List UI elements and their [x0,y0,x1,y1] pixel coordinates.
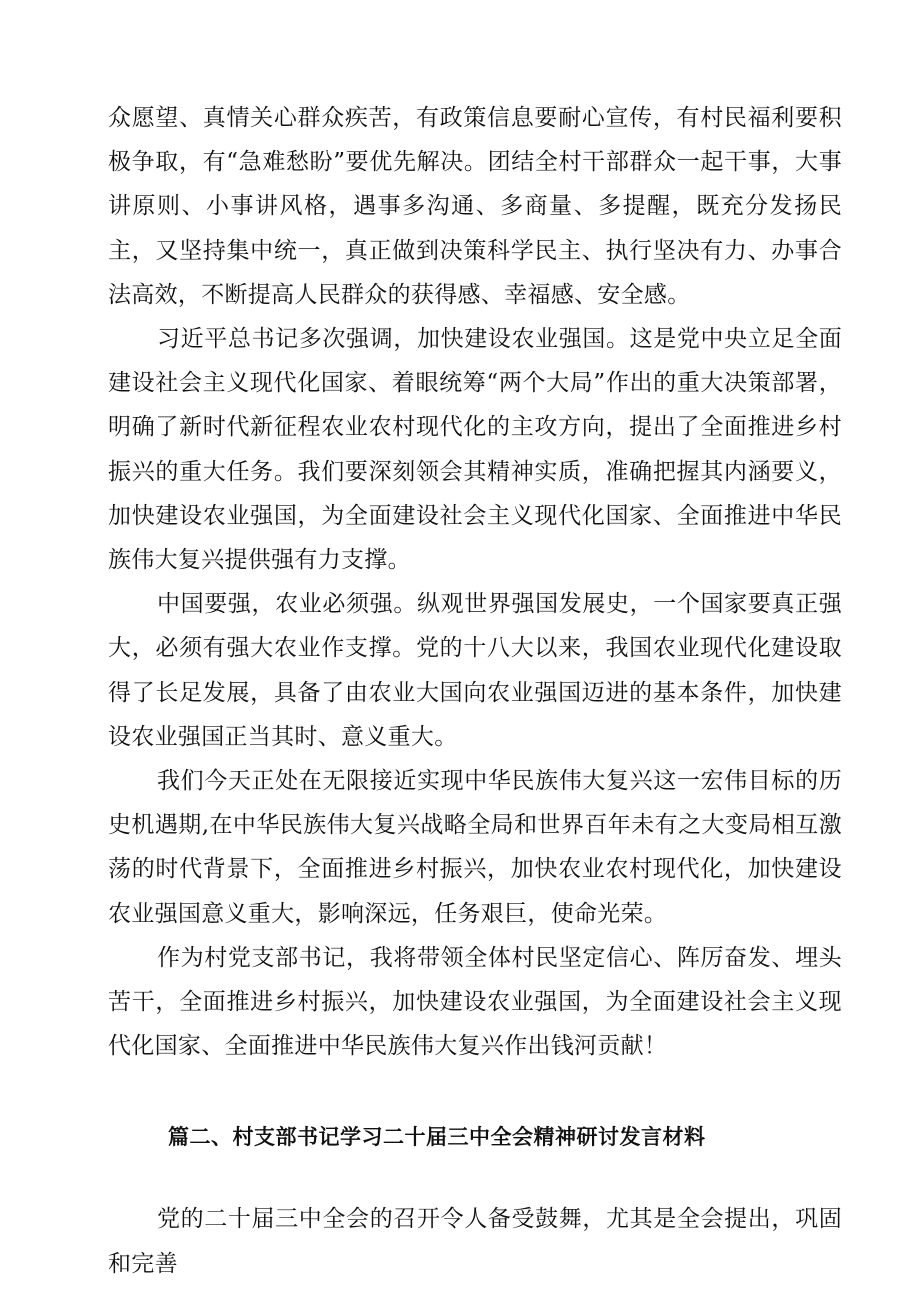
document-page [108,96,842,1286]
body-paragraph: 中国要强，农业必须强。纵观世界强国发展史，一个国家要真正强大，必须有强大农业作支撑。党的十八大以来，我国农业现代化建设取得了长足发展，具备了由农业大国向农业强国迈进的基本条件，加快建设农业强国正当其时、意义重大。 [108,591,842,750]
body-paragraph-continued: 众愿望、真情关心群众疾苦，有政策信息要耐心宣传，有村民福利要积极争取，有“急难愁盼”要优先解决。团结全村干部群众一起干事，大事讲原则、小事讲风格，遇事多沟通、多商量、多提醒，既充分发扬民主，又坚持集中统一，真正做到决策科学民主、执行坚决有力、办事合法高效，不断提高人民群众的获得感、幸福感、安全感。 [108,105,842,308]
body-paragraph: 我们今天正处在无限接近实现中华民族伟大复兴这一宏伟目标的历史机遇期,在中华民族伟大复兴战略全局和世界百年未有之大变局相互激荡的时代背景下，全面推进乡村振兴，加快农业农村现代化，加快建设农业强国意义重大，影响深远，任务艰巨，使命光荣。 [108,768,842,927]
body-paragraph: 习近平总书记多次强调，加快建设农业强国。这是党中央立足全面建设社会主义现代化国家、着眼统筹“两个大局”作出的重大决策部署，明确了新时代新征程农业农村现代化的主攻方向，提出了全面推进乡村振兴的重大任务。我们要深刻领会其精神实质，准确把握其内涵要义，加快建设农业强国，为全面建设社会主义现代化国家、全面推进中华民族伟大复兴提供强有力支撑。 [108,326,842,574]
section-heading: 篇二、村支部书记学习二十届三中全会精神研讨发言材料 [168,1125,706,1150]
section-body-paragraph: 党的二十届三中全会的召开令人备受鼓舞，尤其是全会提出，巩固和完善 [108,1206,842,1277]
body-paragraph: 作为村党支部书记，我将带领全体村民坚定信心、阵厉奋发、埋头苦干，全面推进乡村振兴，加快建设农业强国，为全面建设社会主义现代化国家、全面推进中华民族伟大复兴作出钱河贡献！ [108,944,842,1060]
